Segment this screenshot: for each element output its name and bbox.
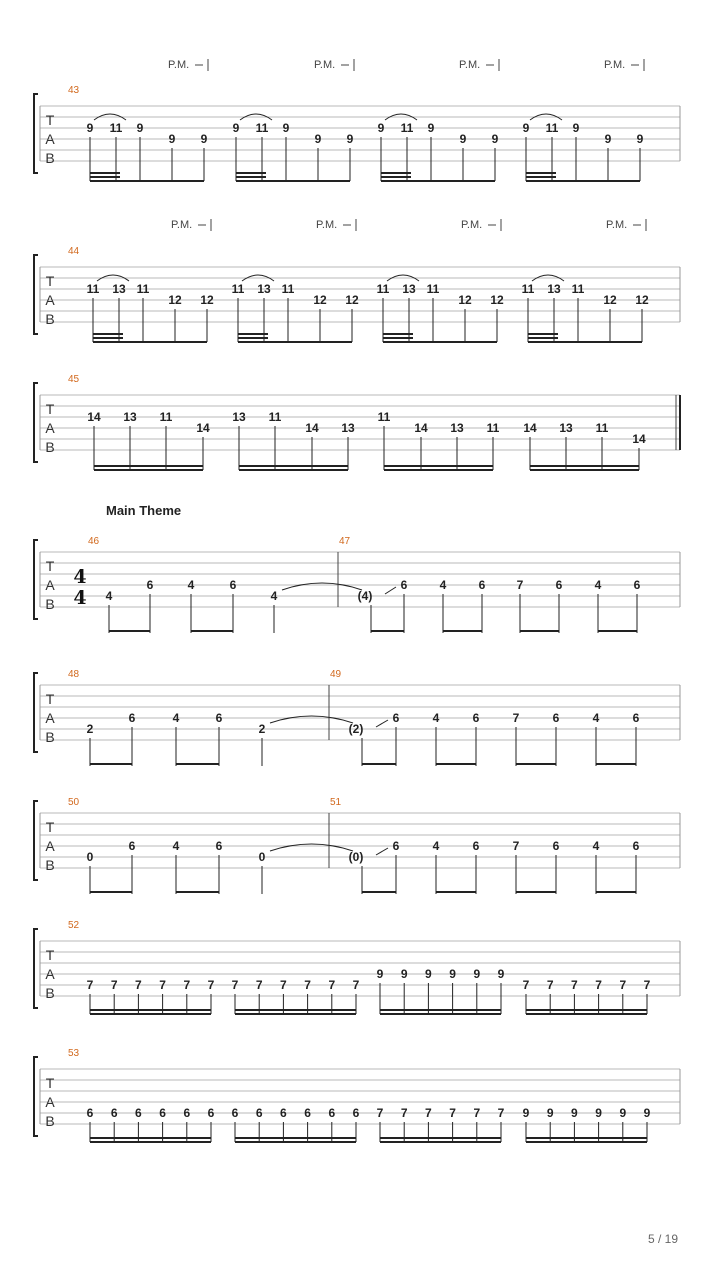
- tab-clef-letter: B: [45, 1113, 55, 1129]
- palm-mute-label: P.M.: [604, 59, 626, 71]
- palm-mute-label: P.M.: [168, 59, 190, 71]
- tab-clef-letter: B: [45, 985, 55, 1001]
- fret-number: 7: [425, 1106, 432, 1120]
- tab-clef-letter: B: [45, 439, 55, 455]
- fret-number: 11: [521, 282, 535, 296]
- fret-number: 9: [449, 967, 456, 981]
- time-signature-top: 4: [73, 566, 87, 588]
- tab-clef-letter: B: [45, 596, 55, 612]
- fret-number: 7: [304, 978, 311, 992]
- fret-number: 14: [414, 421, 428, 435]
- fret-number: 7: [159, 978, 166, 992]
- tab-clef-letter: B: [45, 150, 55, 166]
- fret-number: 13: [559, 421, 573, 435]
- fret-number: 9: [604, 132, 612, 146]
- fret-number: 9: [377, 121, 385, 135]
- tab-clef-letter: T: [45, 273, 55, 289]
- fret-number: 4: [172, 839, 180, 853]
- section-title: Main Theme: [106, 503, 182, 518]
- fret-number: 4: [592, 839, 600, 853]
- fret-number: 9: [427, 121, 435, 135]
- fret-number: 4: [432, 839, 440, 853]
- fret-number: 4: [105, 589, 113, 603]
- tab-clef-letter: A: [45, 838, 55, 854]
- fret-number: 6: [392, 839, 400, 853]
- fret-number: 6: [215, 839, 223, 853]
- fret-number: 13: [341, 421, 355, 435]
- fret-number: 7: [512, 711, 520, 725]
- fret-number: 13: [402, 282, 416, 296]
- fret-number: 13: [123, 410, 137, 424]
- fret-number: 11: [86, 282, 100, 296]
- fret-number: 6: [555, 578, 563, 592]
- fret-number: 7: [512, 839, 520, 853]
- fret-number: 11: [136, 282, 150, 296]
- fret-number: 0: [86, 850, 94, 864]
- fret-number: 7: [473, 1106, 481, 1120]
- fret-number: 13: [257, 282, 271, 296]
- palm-mute-label: P.M.: [171, 219, 193, 231]
- fret-number: 6: [128, 839, 136, 853]
- fret-number: 7: [328, 978, 336, 992]
- fret-number: 6: [229, 578, 237, 592]
- fret-number: 9: [636, 132, 644, 146]
- fret-number: (0): [348, 850, 364, 864]
- slide-line: [385, 587, 396, 594]
- slide-line: [376, 848, 388, 855]
- fret-number: 6: [472, 839, 480, 853]
- fret-number: 7: [595, 978, 602, 992]
- fret-number: 9: [346, 132, 354, 146]
- fret-number: 9: [572, 121, 580, 135]
- palm-mute-label: P.M.: [461, 219, 483, 231]
- staff-bracket: [34, 94, 38, 173]
- fret-number: 6: [255, 1106, 263, 1120]
- staff-bracket: [34, 929, 38, 1008]
- fret-number: 6: [231, 1106, 239, 1120]
- tab-clef-letter: T: [45, 1075, 55, 1091]
- fret-number: 13: [450, 421, 464, 435]
- tab-clef-letter: B: [45, 729, 55, 745]
- fret-number: 6: [472, 711, 480, 725]
- fret-number: 9: [200, 132, 208, 146]
- fret-number: 9: [619, 1106, 627, 1120]
- fret-number: 14: [196, 421, 210, 435]
- tab-clef-letter: A: [45, 420, 55, 436]
- fret-number: 7: [571, 978, 578, 992]
- measure-number: 49: [330, 669, 342, 680]
- staff-bracket: [34, 540, 38, 619]
- fret-number: 4: [172, 711, 180, 725]
- fret-number: 9: [643, 1106, 651, 1120]
- fret-number: 6: [552, 839, 560, 853]
- tab-clef-letter: T: [45, 947, 55, 963]
- fret-number: 9: [491, 132, 499, 146]
- fret-number: 9: [522, 1106, 530, 1120]
- staff-bracket: [34, 801, 38, 880]
- measure-number: 48: [68, 669, 80, 680]
- fret-number: 12: [603, 293, 617, 307]
- fret-number: 6: [632, 711, 640, 725]
- measure-number: 44: [68, 246, 80, 257]
- page-indicator-holder: [600, 1230, 678, 1248]
- fret-number: 11: [486, 421, 500, 435]
- fret-number: 7: [110, 978, 118, 992]
- fret-number: 9: [168, 132, 176, 146]
- fret-number: 11: [595, 421, 609, 435]
- fret-number: 9: [497, 967, 505, 981]
- tab-clef-letter: A: [45, 966, 55, 982]
- fret-number: 11: [231, 282, 245, 296]
- fret-number: 2: [86, 722, 94, 736]
- fret-number: 6: [86, 1106, 94, 1120]
- fret-number: 13: [112, 282, 126, 296]
- slide-line: [376, 720, 388, 727]
- staff-bracket: [34, 255, 38, 334]
- tab-clef-letter: B: [45, 311, 55, 327]
- tab-clef-letter: B: [45, 857, 55, 873]
- measure-number: 46: [88, 536, 100, 547]
- tab-clef-letter: A: [45, 1094, 55, 1110]
- fret-number: 6: [183, 1106, 191, 1120]
- fret-number: 11: [109, 121, 123, 135]
- measure-number: 47: [339, 536, 351, 547]
- fret-number: 6: [280, 1106, 287, 1120]
- fret-number: 4: [187, 578, 195, 592]
- fret-number: 4: [270, 589, 278, 603]
- fret-number: 7: [546, 978, 554, 992]
- fret-number: (4): [357, 589, 373, 603]
- fret-number: 11: [255, 121, 269, 135]
- fret-number: 11: [426, 282, 440, 296]
- tab-clef-letter: T: [45, 558, 55, 574]
- fret-number: 7: [522, 978, 530, 992]
- fret-number: 9: [314, 132, 322, 146]
- fret-number: 12: [313, 293, 327, 307]
- fret-number: 12: [200, 293, 214, 307]
- fret-number: 7: [183, 978, 191, 992]
- palm-mute-label: P.M.: [316, 219, 338, 231]
- fret-number: (2): [348, 722, 364, 736]
- fret-number: 2: [258, 722, 266, 736]
- fret-number: 6: [400, 578, 408, 592]
- fret-number: 11: [376, 282, 390, 296]
- staff-bracket: [34, 383, 38, 462]
- fret-number: 11: [377, 410, 391, 424]
- fret-number: 9: [425, 967, 432, 981]
- fret-number: 12: [345, 293, 359, 307]
- fret-number: 11: [400, 121, 414, 135]
- fret-number: 4: [592, 711, 600, 725]
- fret-number: 9: [136, 121, 144, 135]
- fret-number: 7: [619, 978, 627, 992]
- fret-number: 7: [207, 978, 215, 992]
- fret-number: 6: [328, 1106, 336, 1120]
- tab-clef-letter: A: [45, 131, 55, 147]
- slur-arc: [282, 583, 362, 590]
- fret-number: 7: [255, 978, 263, 992]
- tab-clef-letter: T: [45, 401, 55, 417]
- fret-number: 12: [458, 293, 472, 307]
- fret-number: 9: [459, 132, 467, 146]
- slur-arc: [270, 716, 353, 723]
- measure-number: 50: [68, 797, 80, 808]
- time-signature-bottom: 4: [73, 587, 87, 609]
- fret-number: 7: [376, 1106, 384, 1120]
- fret-number: 14: [632, 432, 646, 446]
- fret-number: 14: [87, 410, 101, 424]
- fret-number: 12: [635, 293, 649, 307]
- fret-number: 7: [516, 578, 524, 592]
- fret-number: 6: [135, 1106, 142, 1120]
- slur-arc: [270, 844, 353, 851]
- fret-number: 9: [595, 1106, 602, 1120]
- fret-number: 4: [439, 578, 447, 592]
- fret-number: 6: [128, 711, 136, 725]
- tab-clef-letter: A: [45, 710, 55, 726]
- fret-number: 7: [352, 978, 360, 992]
- fret-number: 11: [571, 282, 585, 296]
- fret-number: 9: [232, 121, 240, 135]
- measure-number: 52: [68, 920, 80, 931]
- fret-number: 11: [545, 121, 559, 135]
- fret-number: 7: [449, 1106, 456, 1120]
- fret-number: 7: [400, 1106, 408, 1120]
- palm-mute-label: P.M.: [459, 59, 481, 71]
- fret-number: 6: [146, 578, 154, 592]
- measure-number: 51: [330, 797, 342, 808]
- fret-number: 7: [86, 978, 94, 992]
- fret-number: 9: [546, 1106, 554, 1120]
- fret-number: 4: [432, 711, 440, 725]
- fret-number: 9: [400, 967, 408, 981]
- measure-number: 43: [68, 85, 80, 96]
- tab-clef-letter: T: [45, 819, 55, 835]
- fret-number: 9: [282, 121, 290, 135]
- measure-number: 53: [68, 1048, 80, 1059]
- palm-mute-label: P.M.: [606, 219, 628, 231]
- fret-number: 9: [473, 967, 481, 981]
- fret-number: 6: [304, 1106, 311, 1120]
- fret-number: 14: [523, 421, 537, 435]
- fret-number: 11: [159, 410, 173, 424]
- fret-number: 7: [231, 978, 239, 992]
- fret-number: 6: [632, 839, 640, 853]
- fret-number: 7: [135, 978, 142, 992]
- fret-number: 6: [159, 1106, 166, 1120]
- fret-number: 9: [522, 121, 530, 135]
- staff-bracket: [34, 1057, 38, 1136]
- fret-number: 6: [633, 578, 641, 592]
- fret-number: 13: [232, 410, 246, 424]
- fret-number: 12: [490, 293, 504, 307]
- fret-number: 12: [168, 293, 182, 307]
- tab-clef-letter: T: [45, 691, 55, 707]
- fret-number: 13: [547, 282, 561, 296]
- fret-number: 14: [305, 421, 319, 435]
- fret-number: 9: [571, 1106, 578, 1120]
- measure-number: 45: [68, 374, 80, 385]
- fret-number: 7: [497, 1106, 505, 1120]
- fret-number: 6: [215, 711, 223, 725]
- staff-bracket: [34, 673, 38, 752]
- fret-number: 6: [110, 1106, 118, 1120]
- fret-number: 6: [552, 711, 560, 725]
- fret-number: 9: [86, 121, 94, 135]
- fret-number: 4: [594, 578, 602, 592]
- fret-number: 7: [643, 978, 651, 992]
- tab-clef-letter: A: [45, 292, 55, 308]
- fret-number: 0: [258, 850, 266, 864]
- fret-number: 6: [392, 711, 400, 725]
- fret-number: 7: [280, 978, 287, 992]
- fret-number: 11: [268, 410, 282, 424]
- palm-mute-label: P.M.: [314, 59, 336, 71]
- fret-number: 9: [376, 967, 384, 981]
- fret-number: 6: [207, 1106, 215, 1120]
- page-indicator: 5 / 19: [647, 1232, 678, 1246]
- fret-number: 6: [352, 1106, 360, 1120]
- tab-clef-letter: T: [45, 112, 55, 128]
- fret-number: 11: [281, 282, 295, 296]
- tab-clef-letter: A: [45, 577, 55, 593]
- fret-number: 6: [478, 578, 486, 592]
